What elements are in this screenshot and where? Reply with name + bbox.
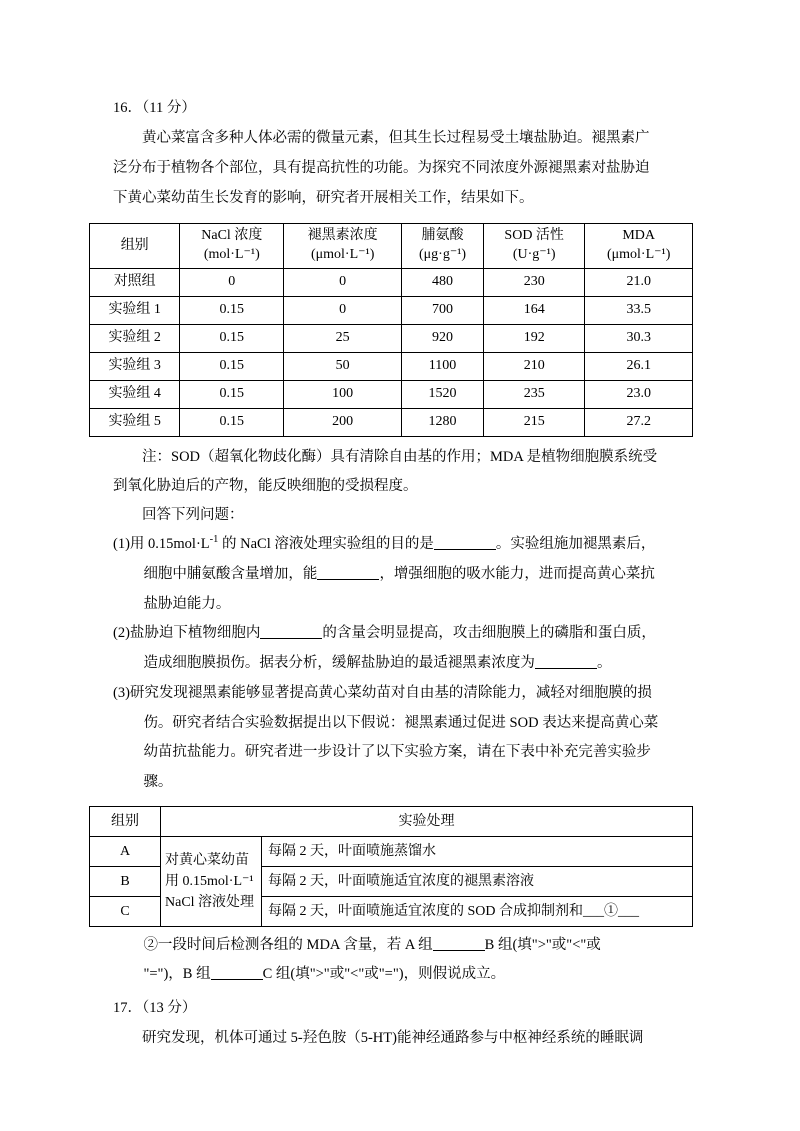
plan-group-label: B <box>90 866 161 896</box>
sub-question-3-line-2: 伤。研究者结合实验数据提出以下假说：褪黑素通过促进 SOD 表达来提高黄心菜 <box>143 714 659 731</box>
cell-melatonin: 25 <box>284 324 402 352</box>
cell-proline: 1280 <box>402 408 484 436</box>
cell-proline: 480 <box>402 269 484 297</box>
cell-melatonin: 0 <box>284 269 402 297</box>
table-header-row <box>90 224 693 269</box>
cell-nacl: 0.15 <box>180 408 284 436</box>
cell-sod: 215 <box>483 408 584 436</box>
question-17-number: 17．（13 分） <box>113 1000 197 1017</box>
header-cell-mda: MDA (μmol·L⁻¹) <box>585 224 693 269</box>
answer-prompt: 回答下列问题： <box>142 506 244 523</box>
cell-group: 实验组 5 <box>90 408 180 436</box>
cell-melatonin: 100 <box>284 380 402 408</box>
plan-treatment-desc: 每隔 2 天，叶面喷施适宜浓度的 SOD 合成抑制剂和___①___ <box>262 896 693 926</box>
table-row <box>90 352 693 380</box>
answer-blank[interactable] <box>260 624 322 640</box>
cell-mda: 23.0 <box>585 380 693 408</box>
plan-header-row <box>90 806 693 836</box>
cell-sod: 192 <box>483 324 584 352</box>
question-16-intro-line-1: 黄心菜富含多种人体必需的微量元素，但其生长过程易受土壤盐胁迫。褪黑素广 <box>142 130 650 147</box>
cell-group: 实验组 3 <box>90 352 180 380</box>
table-note-line-1: 注：SOD（超氧化物歧化酶）具有清除自由基的作用；MDA 是植物细胞膜系统受 <box>142 448 658 465</box>
cell-proline: 1100 <box>402 352 484 380</box>
cell-proline: 700 <box>402 297 484 325</box>
cell-sod: 235 <box>483 380 584 408</box>
question-16-intro-line-2: 泛分布于植物各个部位，具有提高抗性的功能。为探究不同浓度外源褪黑素对盐胁迫 <box>113 159 650 176</box>
header-cell-proline: 脯氨酸 (μg·g⁻¹) <box>402 224 484 269</box>
sub-question-3-line-4: 骤。 <box>143 774 173 791</box>
cell-proline: 920 <box>402 324 484 352</box>
cell-sod: 164 <box>483 297 584 325</box>
cell-proline: 1520 <box>402 380 484 408</box>
superscript-exponent: -1 <box>209 534 219 546</box>
cell-group: 实验组 1 <box>90 297 180 325</box>
plan-header-treatment: 实验处理 <box>161 806 693 836</box>
sub-question-1-line-1: (1)用 $0.15mol\cdot L^{-1}$ 的 NaCl 溶液处理实验组的目的是 。实验组施加褪黑素后， <box>113 534 656 553</box>
table-row <box>90 269 693 297</box>
plan-header-group: 组别 <box>90 806 161 836</box>
plan-group-label: C <box>90 896 161 926</box>
answer-blank[interactable] <box>211 965 263 981</box>
sub-question-3-line-1: (3)研究发现褪黑素能够显著提高黄心菜幼苗对自由基的清除能力，减轻对细胞膜的损 <box>113 684 652 701</box>
cell-nacl: 0.15 <box>180 324 284 352</box>
plan-row-a <box>90 836 693 866</box>
sub-question-2-line-1: (2)盐胁迫下植物细胞内 的含量会明显提高，攻击细胞膜上的磷脂和蛋白质， <box>113 625 656 642</box>
cell-mda: 33.5 <box>585 297 693 325</box>
answer-blank[interactable] <box>434 535 496 551</box>
header-cell-sod: SOD 活性 (U·g⁻¹) <box>483 224 584 269</box>
cell-melatonin: 50 <box>284 352 402 380</box>
plan-treatment-desc: 每隔 2 天，叶面喷施适宜浓度的褪黑素溶液 <box>262 866 693 896</box>
plan-shared-treatment: 对黄心菜幼苗用 0.15mol·L⁻¹ NaCl 溶液处理 <box>161 836 262 926</box>
answer-blank[interactable] <box>535 654 597 670</box>
header-cell-melatonin: 褪黑素浓度 (μmol·L⁻¹) <box>284 224 402 269</box>
sub-question-2-line-2: 造成细胞膜损伤。据表分析，缓解盐胁迫的最适褪黑素浓度为 。 <box>143 655 612 672</box>
plan-group-label: A <box>90 836 161 866</box>
table-row <box>90 380 693 408</box>
sub-question-1-line-2: 细胞中脯氨酸含量增加，能 ，增强细胞的吸水能力，进而提高黄心菜抗 <box>143 565 655 582</box>
plan-blank-marker[interactable]: ① <box>604 903 619 919</box>
table-row <box>90 408 693 436</box>
sub-question-3-step-2-line-1: ②一段时间后检测各组的 MDA 含量，若 A 组 B 组(填">"或"<"或 <box>143 936 601 953</box>
cell-nacl: 0.15 <box>180 352 284 380</box>
header-cell-nacl: NaCl 浓度 (mol·L⁻¹) <box>180 224 284 269</box>
cell-mda: 26.1 <box>585 352 693 380</box>
question-16-intro-line-3: 下黄心菜幼苗生长发育的影响，研究者开展相关工作，结果如下。 <box>113 189 534 206</box>
question-16-number: 16．（11 分） <box>113 100 196 116</box>
sub-question-3-step-2-line-2: "=")，B 组 C 组(填">"或"<"或"=")，则假说成立。 <box>143 966 506 983</box>
cell-mda: 21.0 <box>585 269 693 297</box>
cell-melatonin: 0 <box>284 297 402 325</box>
cell-sod: 210 <box>483 352 584 380</box>
cell-group: 实验组 4 <box>90 380 180 408</box>
experiment-plan-table <box>89 806 693 927</box>
cell-nacl: 0.15 <box>180 380 284 408</box>
plan-treatment-desc: 每隔 2 天，叶面喷施蒸馏水 <box>262 836 693 866</box>
question-17-line-1: 研究发现，机体可通过 5-羟色胺（5-HT)能神经通路参与中枢神经系统的睡眠调 <box>142 1030 644 1047</box>
cell-group: 实验组 2 <box>90 324 180 352</box>
sub-question-1-line-3: 盐胁迫能力。 <box>143 595 231 612</box>
cell-nacl: 0.15 <box>180 297 284 325</box>
cell-sod: 230 <box>483 269 584 297</box>
cell-mda: 30.3 <box>585 324 693 352</box>
cell-melatonin: 200 <box>284 408 402 436</box>
table-row <box>90 297 693 325</box>
sub-question-3-line-3: 幼苗抗盐能力。研究者进一步设计了以下实验方案，请在下表中补充完善实验步 <box>143 744 651 761</box>
page-content <box>108 94 693 1054</box>
table-row <box>90 324 693 352</box>
answer-blank[interactable] <box>317 564 379 580</box>
cell-group: 对照组 <box>90 269 180 297</box>
experiment-results-table <box>89 223 693 436</box>
header-cell-group: 组别 <box>90 224 180 269</box>
table-note-line-2: 到氧化胁迫后的产物，能反映细胞的受损程度。 <box>113 477 418 494</box>
cell-nacl: 0 <box>180 269 284 297</box>
cell-mda: 27.2 <box>585 408 693 436</box>
answer-blank[interactable] <box>433 935 485 951</box>
